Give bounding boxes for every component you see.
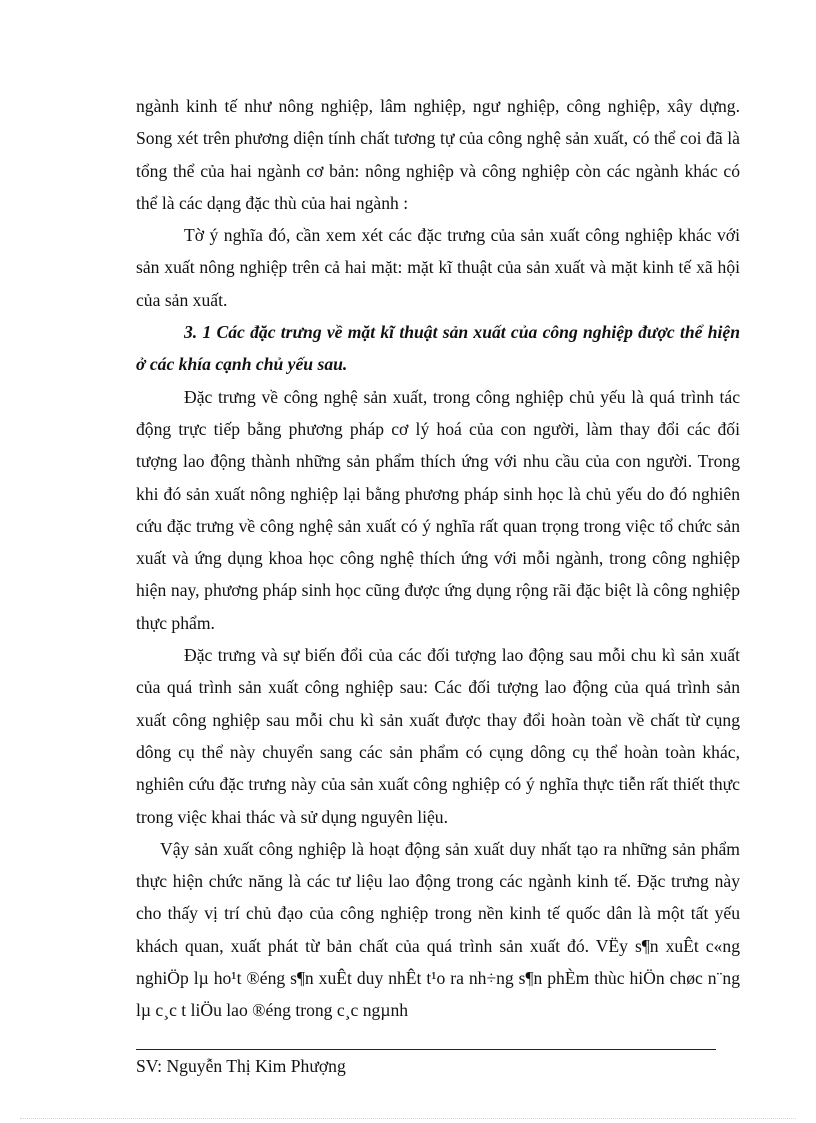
page-bottom-border xyxy=(20,1118,796,1119)
paragraph-continuation: ngành kinh tế như nông nghiệp, lâm nghiệp, ngư nghiệp, công nghiệp, xây dựng. Song xét trên phương diện tính chất tương tự của công nghệ sản xuất, có thể coi đã là tổng thể của hai ngành cơ bản: nông nghiệp và công nghiệp còn các ngành khác có thể là các dạng đặc thù của hai ngành : xyxy=(136,96,740,213)
paragraph-labor-objects: Đặc trưng và sự biến đổi của các đối tượng lao động sau mỗi chu kì sản xuất của quá trình sản xuất công nghiệp sau: Các đối tượng lao động của quá trình sản xuất công nghiệp sau mỗi chu kì sản xuất được thay đổi hoàn toàn về chất từ cụng dông cụ thể này chuyển sang các sản phẩm có cụng dông cụ thể hoàn toàn khác, nghiên cứu đặc trưng này của sản xuất công nghiệp có ý nghĩa thực tiễn rất thiết thực trong việc khai thác và sử dụng nguyên liệu. xyxy=(136,645,740,827)
paragraph-intro: Tờ ý nghĩa đó, cần xem xét các đặc trưng của sản xuất công nghiệp khác với sản xuất nông nghiệp trên cả hai mặt: mặt kĩ thuật của sản xuất và mặt kinh tế xã hội của sản xuất. xyxy=(136,225,740,310)
paragraph-technology: Đặc trưng về công nghệ sản xuất, trong công nghiệp chủ yếu là quá trình tác động trực tiếp bằng phương pháp cơ lý hoá của con người, làm thay đổi các đối tượng lao động thành những sản phẩm thích ứng với nhu cầu của con người. Trong khi đó sản xuất nông nghiệp lại bằng phương pháp sinh học là chủ yếu do đó nghiên cứu đặc trưng về công nghệ sản xuất có ý nghĩa rất quan trọng trong việc tổ chức sản xuất và ứng dụng khoa học công nghệ thích ứng với mỗi ngành, trong công nghiệp hiện nay, phương pháp sinh học cũng được ứng dụng rộng rãi đặc biệt là công nghiệp thực phẩm. xyxy=(136,386,740,633)
footer-divider xyxy=(136,1049,716,1050)
paragraph-conclusion: Vậy sản xuất công nghiệp là hoạt động sản xuất duy nhất tạo ra những sản phẩm thực hiện chức năng là các tư liệu lao động trong các ngành kinh tế. Đặc trưng này cho thấy vị trí chủ đạo của công nghiệp trong nền kinh tế quốc dân là một tất yếu khách quan, xuất phát từ bản chất của quá trình sản xuất đó. VËy s¶n xuÊt c«ng nghiÖp lµ ho¹t ®éng s¶n xuÊt duy nhÊt t¹o ra nh÷ng s¶n phÈm thùc hiÖn chøc n¨ng lµ c¸c t liÖu lao ®éng trong c¸c ngµnh xyxy=(136,838,740,1021)
document-body xyxy=(136,90,740,1027)
footer-student-name: SV: Nguyễn Thị Kim Phượng xyxy=(136,1056,346,1076)
section-heading: 3. 1 Các đặc trưng về mặt kĩ thuật sản xuất của công nghiệp được thể hiện ở các khía cạnh chủ yếu sau. xyxy=(136,322,740,375)
